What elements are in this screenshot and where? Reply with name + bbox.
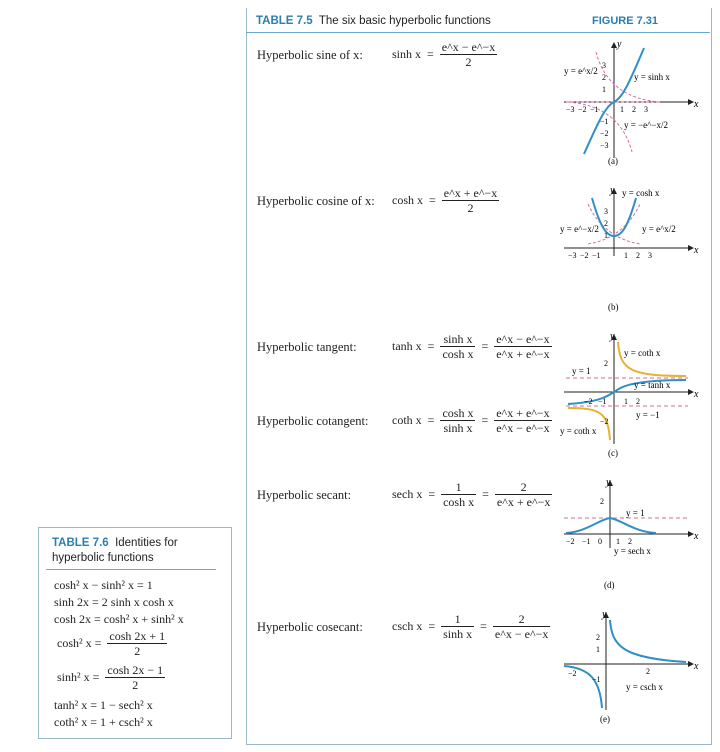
- svg-text:y: y: [610, 185, 615, 196]
- table-7-5-header: [256, 15, 491, 27]
- svg-text:3: 3: [604, 207, 608, 216]
- svg-text:−3: −3: [600, 141, 609, 150]
- svg-text:y: y: [602, 609, 607, 620]
- svg-text:−1: −1: [600, 117, 609, 126]
- svg-text:x: x: [694, 661, 699, 672]
- table-7-6-title-line2: hyperbolic functions: [52, 552, 154, 564]
- row-label-tanh: Hyperbolic tangent:: [257, 340, 357, 354]
- svg-text:y = 1: y = 1: [626, 508, 645, 518]
- identity-1: cosh² x − sinh² x = 1: [54, 578, 153, 592]
- svg-text:y = sech x: y = sech x: [614, 546, 651, 556]
- identity-3: cosh 2x = cosh² x + sinh² x: [54, 612, 184, 626]
- svg-text:2: 2: [632, 105, 636, 114]
- table-7-6-number: TABLE 7.6: [52, 537, 109, 549]
- svg-text:−2: −2: [568, 669, 577, 678]
- svg-text:x: x: [694, 531, 699, 542]
- svg-text:y = coth x: y = coth x: [624, 348, 661, 358]
- svg-text:x: x: [694, 245, 699, 256]
- graph-d-sech: [560, 478, 700, 592]
- svg-text:−1: −1: [590, 105, 599, 114]
- svg-text:2: 2: [646, 667, 650, 676]
- svg-text:2: 2: [600, 497, 604, 506]
- svg-text:y: y: [617, 39, 622, 50]
- svg-text:−1: −1: [598, 397, 607, 406]
- svg-text:x: x: [694, 389, 699, 400]
- svg-text:1: 1: [616, 537, 620, 546]
- table-7-5-number: TABLE 7.5: [256, 15, 313, 27]
- svg-text:y = csch x: y = csch x: [626, 682, 663, 692]
- svg-text:1: 1: [620, 105, 624, 114]
- svg-text:−2: −2: [600, 417, 609, 426]
- svg-text:y = −1: y = −1: [636, 410, 660, 420]
- svg-text:1: 1: [602, 85, 606, 94]
- svg-text:1: 1: [596, 645, 600, 654]
- svg-text:−2: −2: [584, 397, 593, 406]
- graph-a-caption: (a): [608, 156, 618, 166]
- graph-e-caption: (e): [600, 714, 610, 724]
- formula-coth: coth x = $\frac{\text{cosh x}}{\text{sinh x}}$ = $\frac{e\^{}x + e\^{}-x}{e\^{}x - e\^{}-x}$: [392, 406, 550, 435]
- graph-e-csch: [560, 610, 700, 726]
- svg-text:y = cosh x: y = cosh x: [622, 188, 660, 198]
- svg-text:y = e^x/2: y = e^x/2: [564, 66, 598, 76]
- svg-text:y = e^x/2: y = e^x/2: [642, 224, 676, 234]
- identity-7: coth² x = 1 + csch² x: [54, 715, 153, 729]
- svg-text:1: 1: [624, 251, 628, 260]
- graph-a-sinh: [560, 40, 700, 168]
- svg-text:−2: −2: [580, 251, 589, 260]
- figure-label: FIGURE 7.31: [592, 15, 659, 27]
- graph-b-cosh: [560, 186, 700, 314]
- row-label-coth: Hyperbolic cotangent:: [257, 414, 369, 428]
- svg-text:3: 3: [648, 251, 652, 260]
- graph-e-csch-curve-right: [610, 620, 686, 662]
- svg-text:1: 1: [624, 397, 628, 406]
- identity-6: tanh² x = 1 − sech² x: [54, 698, 153, 712]
- formula-tanh: tanh x = $\frac{\text{sinh x}}{\text{cosh x}}$ = $\frac{e\^{}x - e\^{}-x}{e\^{}x + e\^{}-x}$: [392, 332, 550, 361]
- table-7-6-title-line1: Identities for: [115, 537, 178, 549]
- svg-text:y = e^−x/2: y = e^−x/2: [560, 224, 599, 234]
- svg-text:y = sinh x: y = sinh x: [634, 72, 670, 82]
- svg-text:y = tanh x: y = tanh x: [634, 380, 671, 390]
- svg-text:x: x: [694, 99, 699, 110]
- row-label-cosh: Hyperbolic cosine of x:: [257, 194, 375, 208]
- svg-text:1: 1: [604, 231, 608, 240]
- svg-text:−3: −3: [568, 251, 577, 260]
- svg-text:−3: −3: [566, 105, 575, 114]
- formula-sech: sech x = $\frac{1}{\text{cosh x}}$ = $\frac{2}{e\^{}x + e\^{}-x}$: [392, 480, 551, 509]
- identity-5: sinh² x = $\frac{\cosh 2x - 1}{2}$: [57, 663, 164, 692]
- formula-cosh: cosh x = $\frac{e\^{}x + e\^{}-x}{2}$: [392, 186, 498, 215]
- row-label-sinh: Hyperbolic sine of x:: [257, 48, 363, 62]
- svg-text:−2: −2: [600, 129, 609, 138]
- svg-text:−2: −2: [566, 537, 575, 546]
- svg-text:y: y: [610, 331, 615, 342]
- svg-text:2: 2: [636, 397, 640, 406]
- svg-text:−1: −1: [592, 675, 601, 684]
- graph-b-caption: (b): [608, 302, 619, 312]
- table-7-6-header: [52, 536, 178, 566]
- graph-d-caption: (d): [604, 580, 615, 590]
- svg-text:y: y: [606, 477, 611, 488]
- svg-text:y = −e^−x/2: y = −e^−x/2: [624, 120, 668, 130]
- svg-text:2: 2: [602, 73, 606, 82]
- svg-text:−1: −1: [582, 537, 591, 546]
- table-7-5-header-rule: [246, 32, 710, 33]
- svg-text:y = coth x: y = coth x: [560, 426, 597, 436]
- svg-text:y = 1: y = 1: [572, 366, 591, 376]
- svg-text:2: 2: [596, 633, 600, 642]
- identity-4: cosh² x = $\frac{\cosh 2x + 1}{2}$: [57, 629, 166, 658]
- graph-d-sech-curve: [566, 518, 656, 533]
- svg-text:2: 2: [604, 359, 608, 368]
- svg-text:2: 2: [628, 537, 632, 546]
- svg-text:2: 2: [636, 251, 640, 260]
- graph-c-caption: (c): [608, 448, 618, 458]
- svg-text:3: 3: [602, 61, 606, 70]
- formula-csch: csch x = $\frac{1}{\text{sinh x}}$ = $\frac{2}{e\^{}x - e\^{}-x}$: [392, 612, 549, 641]
- table-7-5-title: The six basic hyperbolic functions: [318, 15, 491, 27]
- svg-text:−2: −2: [578, 105, 587, 114]
- graph-c-tanh-coth: [560, 332, 700, 460]
- svg-text:−1: −1: [592, 251, 601, 260]
- identity-2: sinh 2x = 2 sinh x cosh x: [54, 595, 174, 609]
- svg-text:2: 2: [604, 219, 608, 228]
- svg-text:3: 3: [644, 105, 648, 114]
- formula-sinh: sinh x = $\frac{e\^{}x - e\^{}-x}{2}$: [392, 40, 496, 69]
- table-7-6-header-rule: [46, 569, 216, 570]
- svg-text:0: 0: [598, 537, 602, 546]
- row-label-sech: Hyperbolic secant:: [257, 488, 352, 502]
- row-label-csch: Hyperbolic cosecant:: [257, 620, 363, 634]
